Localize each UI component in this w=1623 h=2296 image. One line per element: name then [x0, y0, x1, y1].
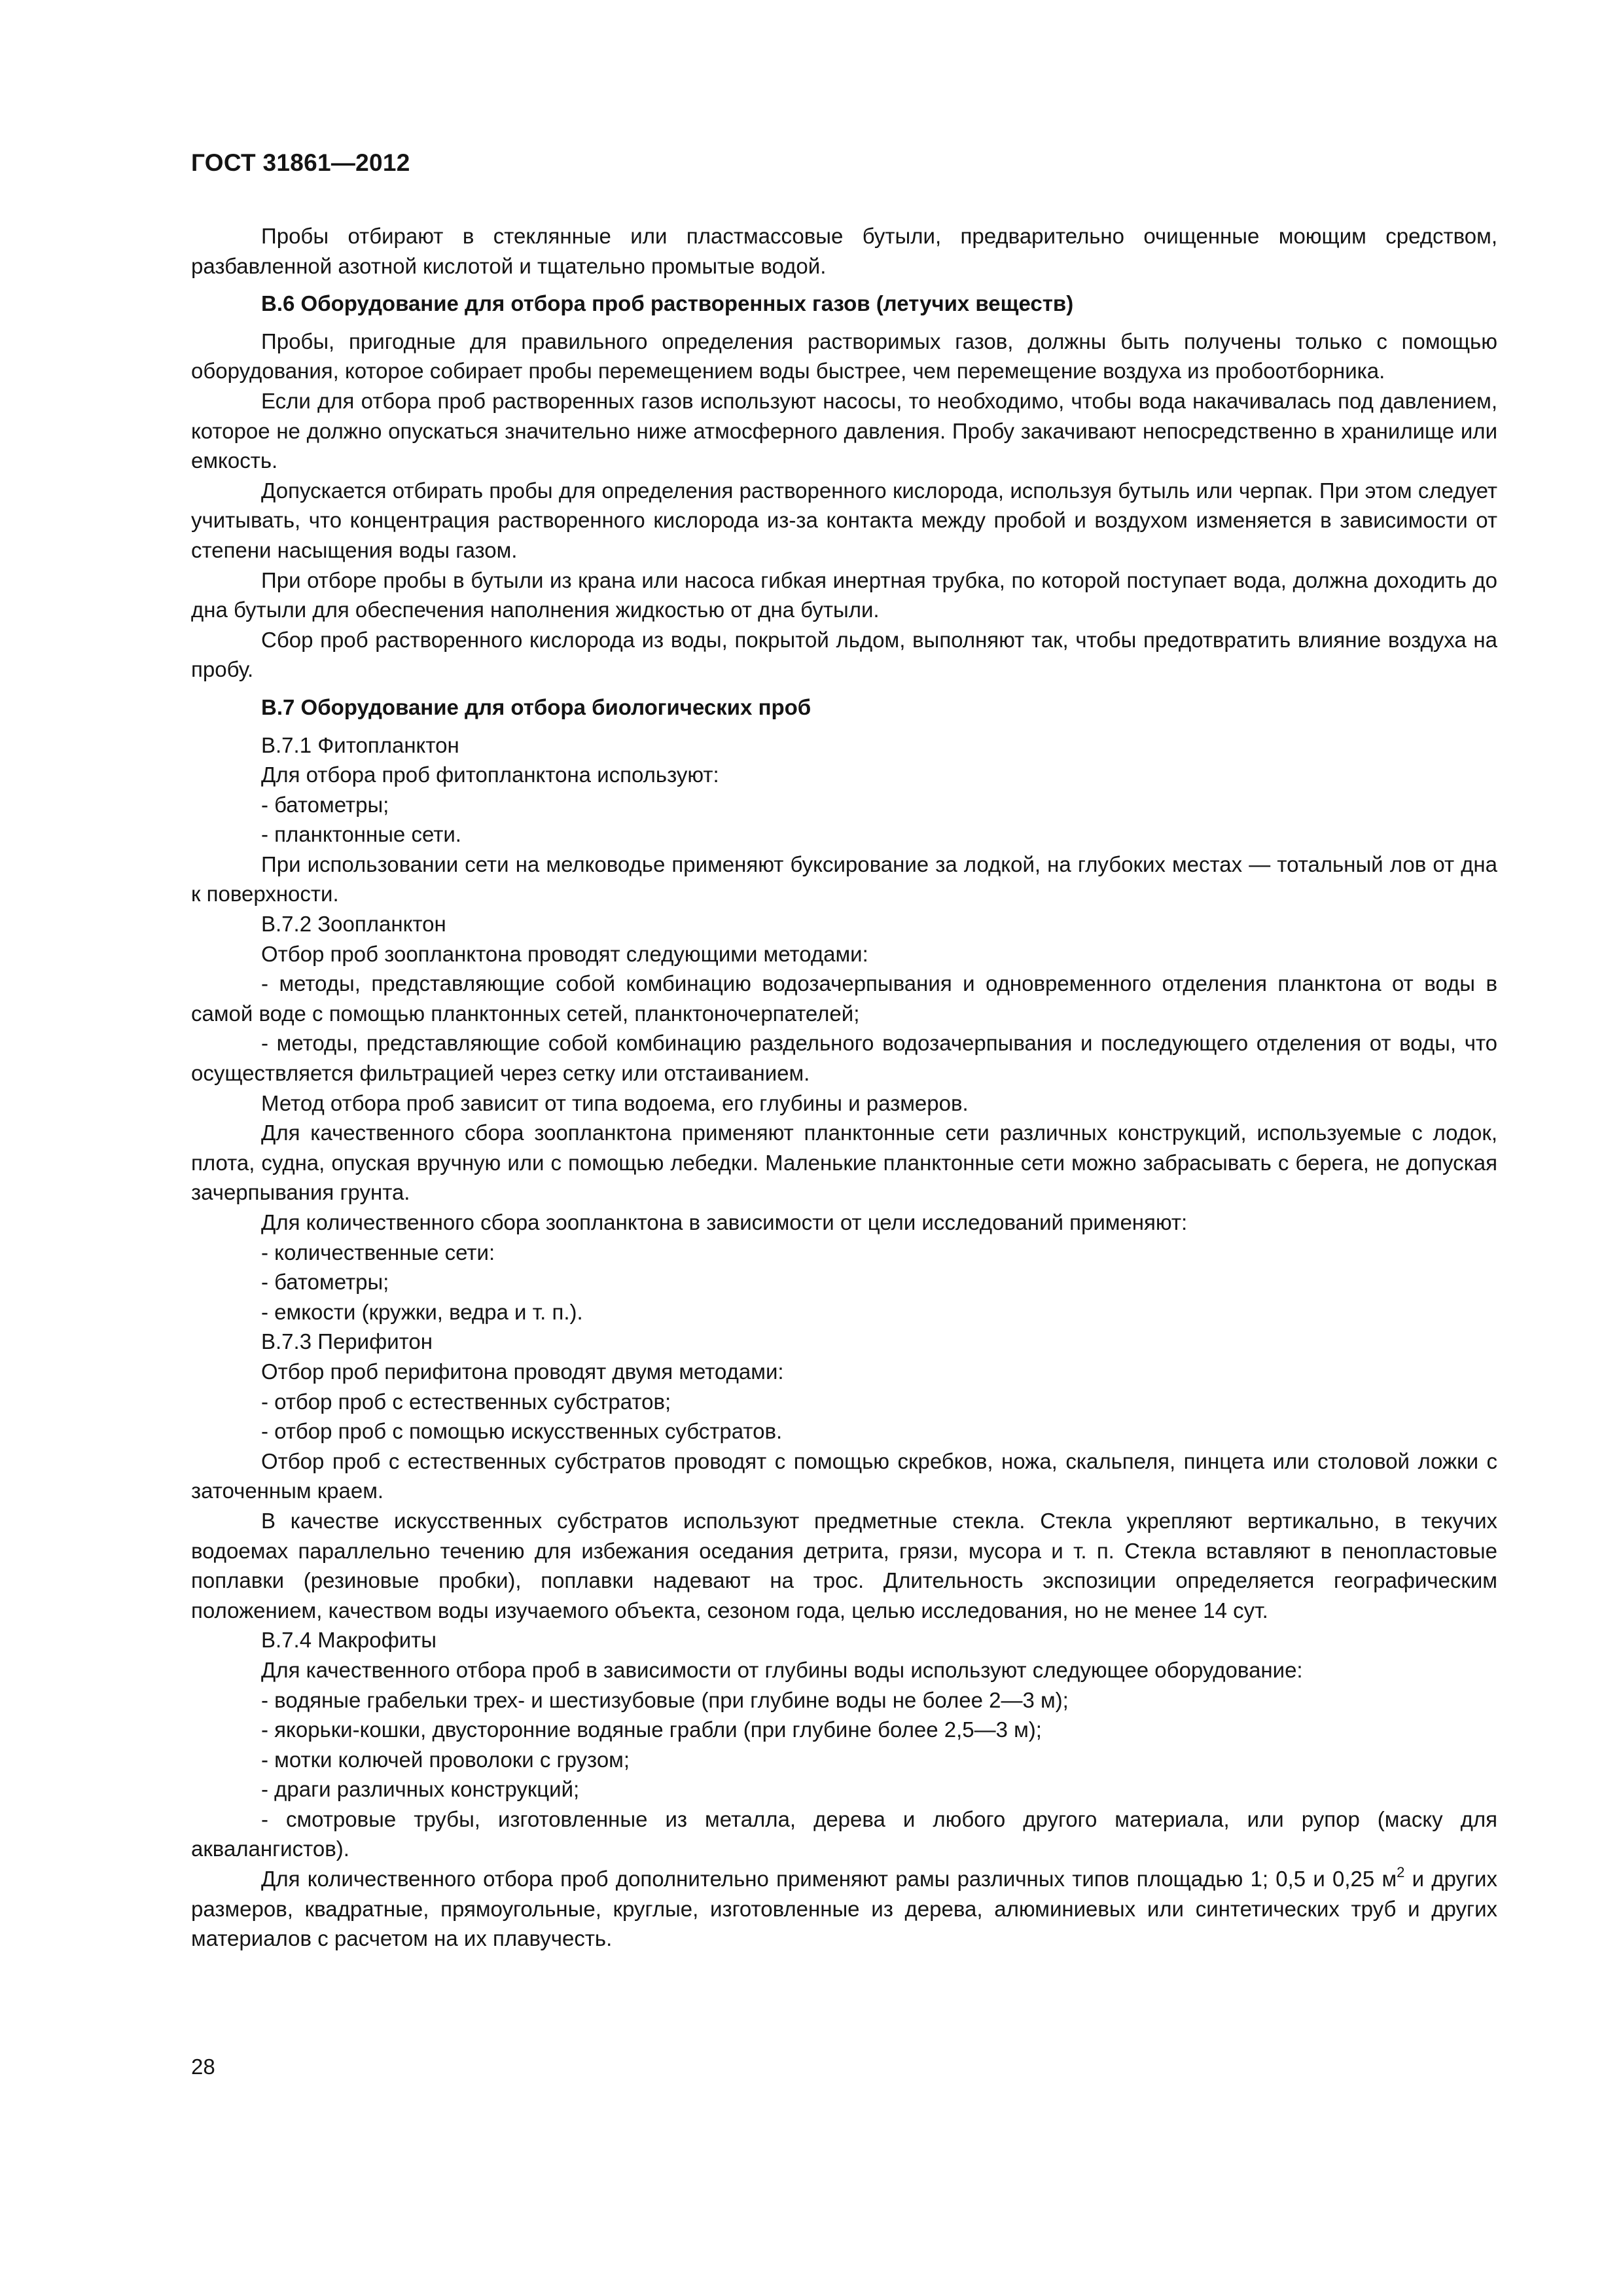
b6-paragraph: Если для отбора проб растворенных газов используют насосы, то необходимо, чтобы вода накачивалась под давлением, которое не должно опускаться значительно ниже атмосферного давления. Пробу закачивают непосредственно в хранилище или емкость.	[191, 388, 1497, 473]
superscript-2: 2	[1397, 1864, 1405, 1881]
list-item: - якорьки-кошки, двусторонние водяные грабли (при глубине более 2,5—3 м);	[261, 1717, 1042, 1742]
zoo-paragraph: Для количественного сбора зоопланктона в зависимости от цели исследований применяют:	[261, 1210, 1188, 1234]
zoo-lead: Отбор проб зоопланктона проводят следующими методами:	[261, 941, 868, 966]
b6-paragraph: При отборе пробы в бутыли из крана или насоса гибкая инертная трубка, по которой поступает вода, должна доходить до дна бутыли для обеспечения наполнения жидкостью от дна бутыли.	[191, 567, 1497, 622]
phyto-lead: Для отбора проб фитопланктона используют:	[261, 762, 719, 787]
list-item: - батометры;	[261, 792, 389, 817]
b6-paragraph: Сбор проб растворенного кислорода из воды, покрытой льдом, выполняют так, чтобы предотвратить влияние воздуха на пробу.	[191, 627, 1497, 682]
peri-paragraph: В качестве искусственных субстратов используют предметные стекла. Стекла укрепляют вертикально, в текучих водоемах параллельно течению для избежания оседания детрита, грязи, мусора и т. п. Стекла вставляют в пенопластовые поплавки (резиновые пробки), поплавки надевают на трос. Длительность экспозиции определяется географическим положением, качеством воды изучаемого объекта, сезоном года, целью исследования, но не менее 14 сут.	[191, 1508, 1497, 1623]
list-item: - водяные грабельки трех- и шестизубовые (при глубине воды не более 2—3 м);	[261, 1687, 1069, 1712]
phyto-paragraph: При использовании сети на мелководье применяют буксирование за лодкой, на глубоких местах — тотальный лов от дна к поверхности.	[191, 852, 1497, 906]
b6-paragraph: Пробы, пригодные для правильного определения растворимых газов, должны быть получены только с помощью оборудования, которое собирает пробы перемещением воды быстрее, чем перемещение воздуха из пробоотборника.	[191, 329, 1497, 384]
list-item: - батометры;	[261, 1270, 389, 1295]
list-item: - емкости (кружки, ведра и т. п.).	[261, 1299, 583, 1324]
macro-last-text-b: и других размеров, квадратные, прямоугольные, круглые, изготовленные из дерева, алюминиевых или синтетических труб и других материалов с расчетом на их плавучесть.	[191, 1867, 1497, 1951]
subsection-phyto-heading: В.7.1 Фитопланктон	[261, 732, 459, 757]
list-item: - мотки колючей проволоки с грузом;	[261, 1747, 630, 1772]
document-page	[191, 0, 1497, 2296]
subsection-peri-heading: В.7.3 Перифитон	[261, 1329, 433, 1354]
subsection-zoo-heading: В.7.2 Зоопланктон	[261, 912, 446, 937]
macro-last-paragraph	[191, 1864, 1497, 1954]
intro-paragraph: Пробы отбирают в стеклянные или пластмассовые бутыли, предварительно очищенные моющим средством, разбавленной азотной кислотой и тщательно промытые водой.	[191, 224, 1497, 278]
macro-last-text-a: Для количественного отбора проб дополнительно применяют рамы различных типов площадью 1; 0,5 и 0,25 м	[261, 1867, 1397, 1892]
b6-paragraph: Допускается отбирать пробы для определения растворенного кислорода, используя бутыль или черпак. При этом следует учитывать, что концентрация растворенного кислорода из-за контакта между пробой и воздухом изменяется в зависимости от степени насыщения воды газом.	[191, 478, 1497, 562]
document-header: ГОСТ 31861—2012	[191, 149, 410, 176]
list-item: - методы, представляющие собой комбинацию раздельного водозачерпывания и последующего отделения от воды, что осуществляется фильтрацией через сетку или отстаиванием.	[191, 1031, 1497, 1086]
list-item: - отбор проб с естественных субстратов;	[261, 1389, 671, 1414]
list-item: - методы, представляющие собой комбинацию водозачерпывания и одновременного отделения планктона от воды в самой воде с помощью планктонных сетей, планктоночерпателей;	[191, 971, 1497, 1026]
subsection-macro-heading: В.7.4 Макрофиты	[261, 1628, 437, 1653]
macro-lead: Для качественного отбора проб в зависимости от глубины воды используют следующее оборудование:	[261, 1657, 1303, 1682]
zoo-paragraph: Метод отбора проб зависит от типа водоема, его глубины и размеров.	[261, 1090, 969, 1115]
section-b7-title: В.7 Оборудование для отбора биологических проб	[261, 694, 812, 719]
peri-lead: Отбор проб перифитона проводят двумя методами:	[261, 1359, 784, 1384]
list-item: - количественные сети:	[261, 1240, 495, 1265]
zoo-paragraph: Для качественного сбора зоопланктона применяют планктонные сети различных конструкций, используемые с лодок, плота, судна, опуская вручную или с помощью лебедки. Маленькие планктонные сети можно забрасывать с берега, не допуская зачерпывания грунта.	[191, 1121, 1497, 1205]
list-item: - отбор проб с помощью искусственных субстратов.	[261, 1419, 783, 1444]
document-body	[191, 221, 1497, 1954]
page-number: 28	[191, 2054, 215, 2079]
section-b6-title: В.6 Оборудование для отбора проб растворенных газов (летучих веществ)	[261, 291, 1074, 316]
list-item: - драги различных конструкций;	[261, 1777, 580, 1802]
peri-paragraph: Отбор проб с естественных субстратов проводят с помощью скребков, ножа, скальпеля, пинцета или столовой ложки с заточенным краем.	[191, 1448, 1497, 1503]
list-item: - смотровые трубы, изготовленные из металла, дерева и любого другого материала, или рупор (маску для аквалангистов).	[191, 1806, 1497, 1861]
list-item: - планктонные сети.	[261, 822, 461, 847]
